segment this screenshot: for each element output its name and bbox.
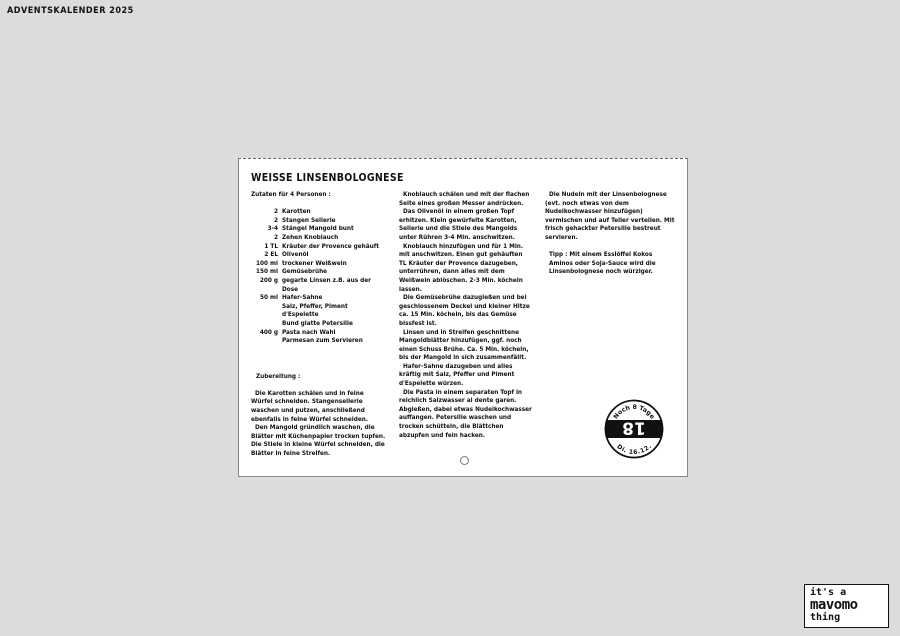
stamp-bottom-text: Di. 16.12. (615, 443, 653, 457)
prep-paragraph: Die Karotten schälen und in feine Würfel schneiden. Stangensellerie waschen und putzen, anschließend ebenfalls in feine Würfel schneiden. (251, 388, 369, 423)
ingredient-name: Hafer-Sahne (282, 293, 323, 302)
recipe-column-3 (545, 190, 677, 276)
prep-paragraph: Das Olivenöl in einem großen Topf erhitzen. Klein gewürfelte Karotten, Sellerie und die Stiele des Mangolds unter Rühren 3-4 Min. anschwitzen. (399, 207, 518, 241)
ingredient-qty: 50 ml (260, 293, 278, 302)
prep-paragraph: Den Mangold gründlich waschen, die Blätter mit Küchenpapier trocken tupfen. Die Stiele in kleine Würfel schneiden, die Blätter in feine Streifen. (251, 423, 386, 458)
ingredient-qty (251, 302, 282, 319)
ingredient-name: Pasta nach Wahl (282, 327, 336, 336)
ingredient-name: Salz, Pfeffer, Piment d'Espelette (282, 301, 348, 319)
prep-heading: Zubereitung : (256, 371, 301, 380)
ingredient-name: Zehen Knoblauch (282, 232, 339, 241)
ingredient-name: trockener Weißwein (282, 258, 347, 267)
ingredient-row (251, 276, 386, 293)
mavomo-logo (804, 584, 889, 628)
prep-steps-1 (251, 389, 386, 458)
ingredient-name: Gemüsebrühe (282, 267, 328, 276)
ingredient-row (251, 319, 386, 328)
ingredient-row (251, 293, 386, 302)
ingredient-row (251, 302, 386, 319)
logo-line-1: it's a (810, 587, 847, 598)
ingredient-row (251, 233, 386, 242)
recipe-column-1 (251, 190, 386, 458)
ingredients-heading: Zutaten für 4 Personen : (251, 190, 331, 198)
logo-line-3: thing (810, 612, 841, 623)
ingredient-qty: 200 g (259, 275, 278, 284)
ingredient-qty (251, 319, 282, 328)
ingredient-row (251, 259, 386, 268)
prep-paragraph: Linsen und in Streifen geschnittene Mangoldblätter hinzufügen, ggf. noch einen Schuss Brühe. Ca. 5 Min. köcheln, bis der Mangold in sich zusammenfällt. (399, 327, 529, 362)
ingredient-qty: 2 (273, 232, 278, 241)
ingredient-name: gegarte Linsen z.B. aus der Dose (282, 275, 371, 293)
prep-paragraph: Die Pasta in einem separaten Topf in reichlich Salzwasser al dente garen. Abgießen, dabei etwas Nudelkochwasser auffangen. Petersilie waschen und trocken schütteln, die Blättchen abzupfen und fein hacken. (399, 387, 532, 439)
ingredient-qty: 3-4 (267, 224, 278, 233)
ingredient-qty: 2 (273, 207, 278, 216)
prep-paragraph: Die Nudeln mit der Linsenbolognese (evt. noch etwas von dem Nudelkochwasser hinzufügen) vermischen und auf Teller verteilen. Mit frisch gehackter Petersilie bestreut servieren. (545, 190, 675, 241)
ingredient-row (251, 328, 386, 337)
recipe-title: WEISSE LINSENBOLOGNESE (251, 172, 404, 184)
ingredient-qty: 150 ml (256, 267, 278, 276)
ingredient-row (251, 207, 386, 216)
prep-steps-3 (545, 190, 677, 242)
ingredient-qty: 100 ml (256, 258, 278, 267)
ingredient-row (251, 336, 386, 345)
prep-paragraph: Knoblauch hinzufügen und für 1 Min. mit anschwitzen. Einen gut gehäuften TL Kräuter der Provence dazugeben, unterrühren, dann alles mit dem Weißwein ablöschen. 2-3 Min. köcheln lassen. (399, 241, 524, 293)
ingredient-row (251, 242, 386, 251)
ingredient-qty: 2 EL (264, 250, 278, 259)
ingredient-name: Parmesan zum Servieren (282, 336, 363, 345)
prep-paragraph: Knoblauch schälen und mit der flachen Seite eines großen Messer andrücken. (399, 190, 530, 207)
ingredient-name: Stängel Mangold bunt (282, 224, 354, 233)
stamp-number: 18 (622, 417, 646, 438)
ingredient-row (251, 267, 386, 276)
ingredient-row (251, 224, 386, 233)
ingredient-qty: 400 g (259, 327, 278, 336)
ingredient-row (251, 250, 386, 259)
ingredient-name: Olivenöl (282, 250, 309, 259)
ingredient-qty: 2 (273, 215, 278, 224)
ingredient-qty: 1 TL (264, 241, 278, 250)
stamp-top-text: Noch 8 Tage (612, 403, 656, 421)
calendar-header: ADVENTSKALENDER 2025 (7, 6, 134, 16)
recipe-column-2 (399, 190, 532, 439)
ingredient-name: Stangen Sellerie (282, 215, 336, 224)
ingredient-name: Kräuter der Provence gehäuft (282, 241, 379, 250)
prep-paragraph: Hafer-Sahne dazugeben und alles kräftig mit Salz, Pfeffer und Piment d'Espelette würzen. (399, 361, 515, 388)
recipe-card (238, 158, 688, 477)
ingredient-name: Karotten (282, 207, 311, 216)
days-left-stamp (604, 399, 664, 459)
punch-hole (460, 456, 469, 465)
recipe-tip: Tipp : Mit einem Esslöffel Kokos Aminos oder Soja-Sauce wird die Linsenbolognese noch würziger. (549, 250, 656, 276)
ingredient-row (251, 216, 386, 225)
ingredient-qty (251, 336, 282, 345)
ingredients-list (251, 207, 386, 345)
ingredient-name: Bund glatte Petersilie (282, 318, 353, 327)
logo-line-2: mavomo (810, 597, 858, 613)
prep-paragraph: Die Gemüsebrühe dazugießen und bei geschlossenem Deckel und kleiner Hitze ca. 15 Min. köcheln, bis das Gemüse bissfest ist. (399, 293, 530, 327)
